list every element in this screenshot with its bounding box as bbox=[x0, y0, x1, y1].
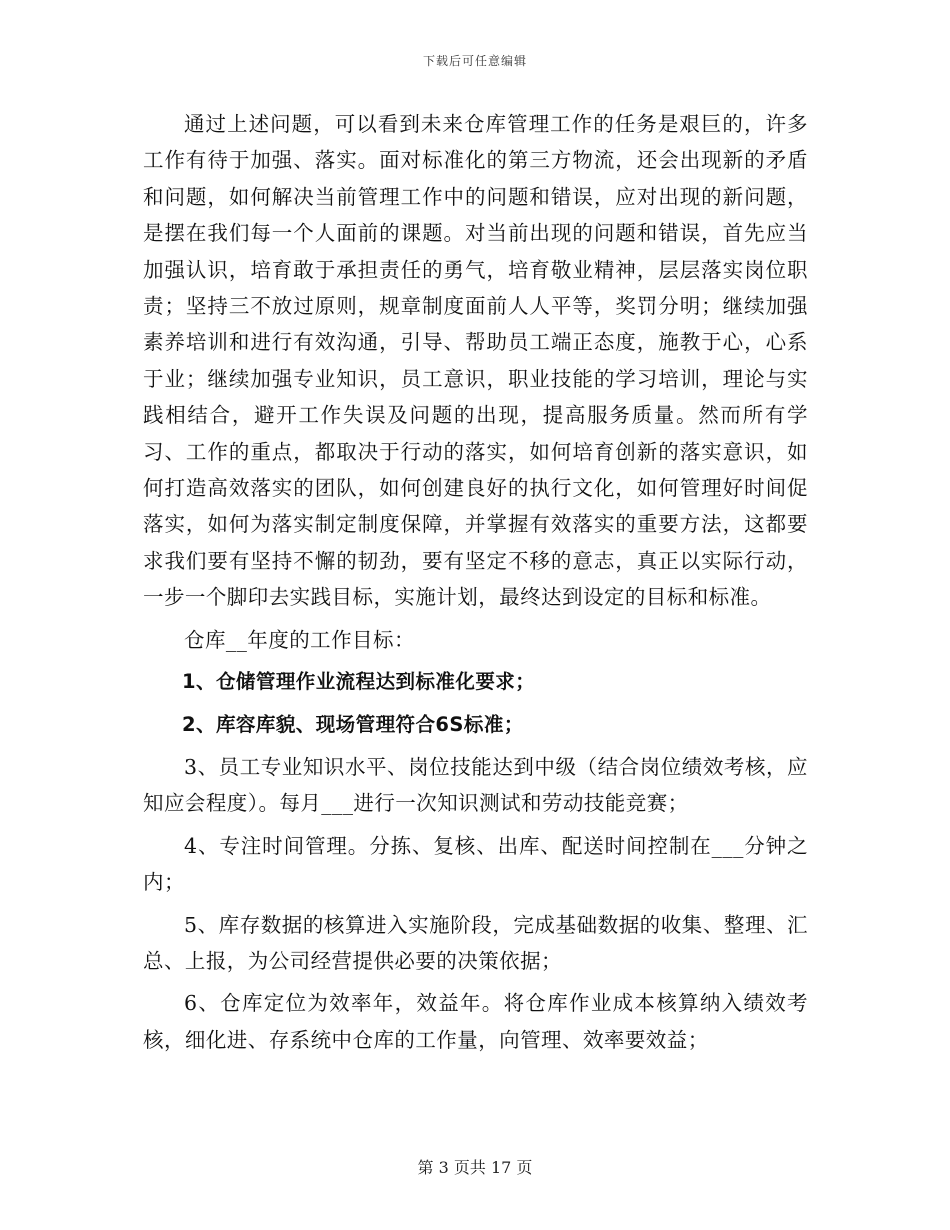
goal-item-5: 5、库存数据的核算进入实施阶段，完成基础数据的收集、整理、汇总、上报，为公司经营提供必要的决策依据； bbox=[143, 912, 808, 973]
document-body bbox=[143, 106, 808, 1058]
goal-item-1: 1、仓储管理作业流程达到标准化要求； bbox=[182, 670, 536, 694]
goal-item-6: 6、仓库定位为效率年，效益年。将仓库作业成本核算纳入绩效考核，细化进、存系统中仓库的工作量，向管理、效率要效益； bbox=[143, 991, 808, 1052]
goal-item-2: 2、库容库貌、现场管理符合6S标准； bbox=[182, 712, 524, 736]
goal-item-3: 3、员工专业知识水平、岗位技能达到中级（结合岗位绩效考核，应知应会程度）。每月___进行一次知识测试和劳动技能竞赛； bbox=[143, 754, 808, 816]
page-number-footer: 第 3 页共 17 页 bbox=[417, 1158, 533, 1177]
paragraph-goals-heading: 仓库__年度的工作目标： bbox=[184, 627, 415, 652]
goal-item-4: 4、专注时间管理。分拣、复核、出库、配送时间控制在___分钟之内； bbox=[143, 833, 808, 895]
paragraph-summary: 通过上述问题，可以看到未来仓库管理工作的任务是艰巨的，许多工作有待于加强、落实。面对标准化的第三方物流，还会出现新的矛盾和问题，如何解决当前管理工作中的问题和错误，应对出现的新问题，是摆在我们每一个人面前的课题。对当前出现的问题和错误，首先应当加强认识，培育敢于承担责任的勇气，培育敬业精神，层层落实岗位职责；坚持三不放过原则，规章制度面前人人平等，奖罚分明；继续加强素养培训和进行有效沟通，引导、帮助员工端正态度，施教于心，心系于业；继续加强专业知识，员工意识，职业技能的学习培训，理论与实践相结合，避开工作失误及问题的出现，提高服务质量。然而所有学习、工作的重点，都取决于行动的落实，如何培育创新的落实意识，如何打造高效落实的团队，如何创建良好的执行文化，如何管理好时间促落实，如何为落实制定制度保障，并掌握有效落实的重要方法，这都要求我们要有坚持不懈的韧劲，要有坚定不移的意志，真正以实际行动，一步一个脚印去实践目标，实施计划，最终达到设定的目标和标准。 bbox=[143, 112, 808, 610]
page-header-note: 下载后可任意编辑 bbox=[422, 54, 527, 68]
